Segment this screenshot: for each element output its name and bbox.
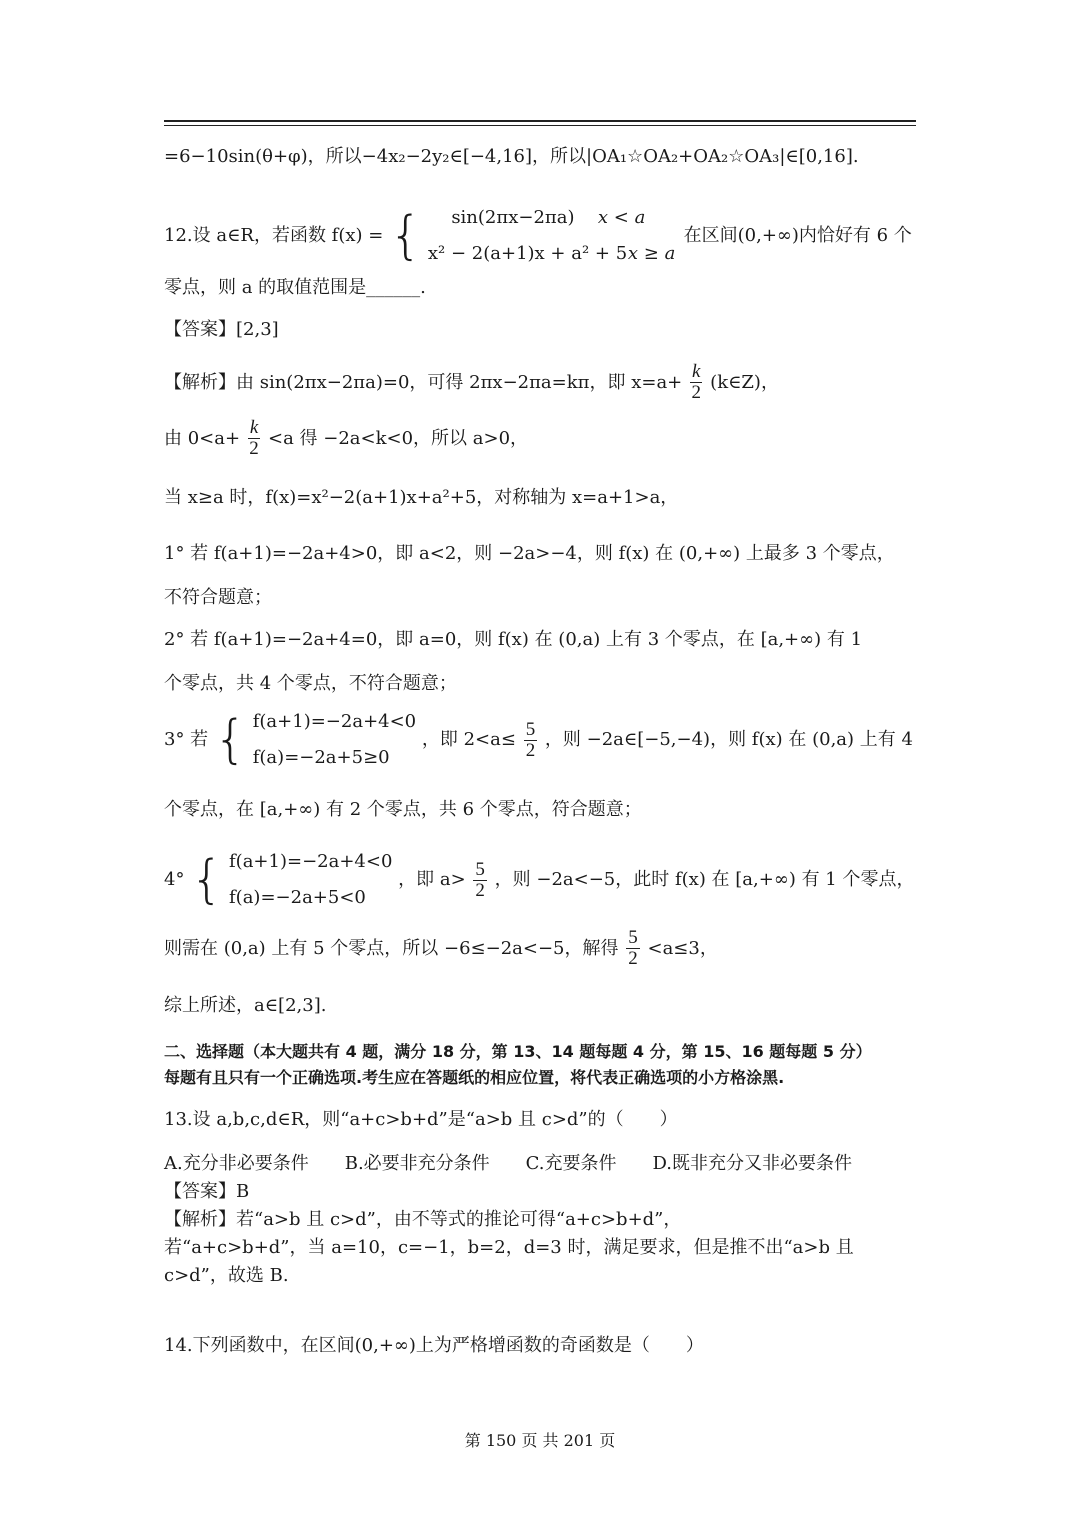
q12-piecewise: sin(2πx−2πa) x < a x² − 2(a+1)x + a² + 5x ≥ a [427,207,676,264]
header-rule-thick [164,120,916,122]
q13-answer: 【答案】B [164,1181,250,1202]
q12-case-2b: 个零点，共 4 个零点，不符合题意； [164,673,457,694]
q13-options: A.充分非必要条件 B.必要非充分条件 C.充要条件 D.既非充分又非必要条件 [164,1153,853,1174]
q12-case-4b: 则需在 (0,a) 上有 5 个零点，所以 −6≤−2a<−5，解得 $\frac{5}{2}$ <a≤3， [164,927,718,969]
fraction-k-over-2: $\frac{k}{2}$ [691,361,701,403]
q13-solution-3: c>d”，故选 B. [164,1265,289,1286]
section-2-title: 二、选择题（本大题共有 4 题，满分 18 分，第 13、14 题每题 4 分，第 15、16 题每题 5 分） [164,1042,872,1061]
q12-line2: 零点，则 a 的取值范围是______. [164,277,426,298]
q12-tail: 在区间(0,+∞)内恰好有 6 个 [683,225,912,246]
fraction-5-over-2: $\frac{5}{2}$ [475,858,485,901]
q12-solution-3: 当 x≥a 时，f(x)=x²−2(a+1)x+a²+5，对称轴为 x=a+1>a， [164,487,679,508]
q12-summary: 综上所述，a∈[2,3]. [164,995,327,1016]
q12-case-2: 2° 若 f(a+1)=−2a+4=0，即 a=0，则 f(x) 在 (0,a) 上有 3 个零点，在 [a,+∞) 有 1 [164,629,863,650]
fraction-5-over-2: $\frac{5}{2}$ [628,927,638,969]
q12-case-4: 4° { f(a+1)=−2a+4<0 f(a)=−2a+5<0 ，即 a> $\frac{5}{2}$ ，则 −2a<−5，此时 f(x) 在 [a,+∞) 有 1 个零点， [164,850,915,910]
q12-case-1b: 不符合题意； [164,587,272,608]
section-2-instructions: 每题有且只有一个正确选项.考生应在答题纸的相应位置，将代表正确选项的小方格涂黑. [164,1068,785,1087]
q12-case-3: 3° 若 { f(a+1)=−2a+4<0 f(a)=−2a+5≥0 ，即 2<a≤ $\frac{5}{2}$ ，则 −2a∈[−5,−4)，则 f(x) 在 (0,a) 上有 4 [164,710,913,770]
question-14: 14.下列函数中，在区间(0,+∞)上为严格增函数的奇函数是（ ） [164,1335,704,1356]
q12-brace: { [389,206,423,266]
question-12 [164,200,912,264]
q13-solution-1: 【解析】若“a>b 且 c>d”，由不等式的推论可得“a+c>b+d”， [164,1209,682,1230]
q12-solution-1: 【解析】由 sin(2πx−2πa)=0，可得 2πx−2πa=kπ，即 x=a+ $\frac{k}{2}$ (k∈Z)， [164,361,779,403]
q12-case-1: 1° 若 f(a+1)=−2a+4>0，即 a<2，则 −2a>−4，则 f(x) 在 (0,+∞) 上最多 3 个零点， [164,543,895,564]
page-footer: 第 150 页 共 201 页 [464,1431,616,1450]
question-13: 13.设 a,b,c,d∈R，则“a+c>b+d”是“a>b 且 c>d”的（ ） [164,1109,678,1130]
q12-head: 12.设 a∈R，若函数 f(x) = [164,225,384,246]
fraction-5-over-2: $\frac{5}{2}$ [525,718,536,761]
q12-case-3b: 个零点，在 [a,+∞) 有 2 个零点，共 6 个零点，符合题意； [164,799,642,820]
fraction-k-over-2: $\frac{k}{2}$ [249,417,259,459]
q13-solution-2: 若“a+c>b+d”，当 a=10，c=−1，b=2，d=3 时，满足要求，但是推不出“a>b 且 [164,1237,854,1258]
q12-solution-2: 由 0<a+ $\frac{k}{2}$ <a 得 −2a<k<0，所以 a>0， [164,417,529,459]
q12-answer: 【答案】[2,3] [164,319,279,340]
header-rule-thin [164,125,916,126]
prev-solution-tail: =6−10sin(θ+φ)，所以−4x₂−2y₂∈[−4,16]，所以|OA₁☆OA₂+OA₂☆OA₃|∈[0,16]. [164,146,859,167]
